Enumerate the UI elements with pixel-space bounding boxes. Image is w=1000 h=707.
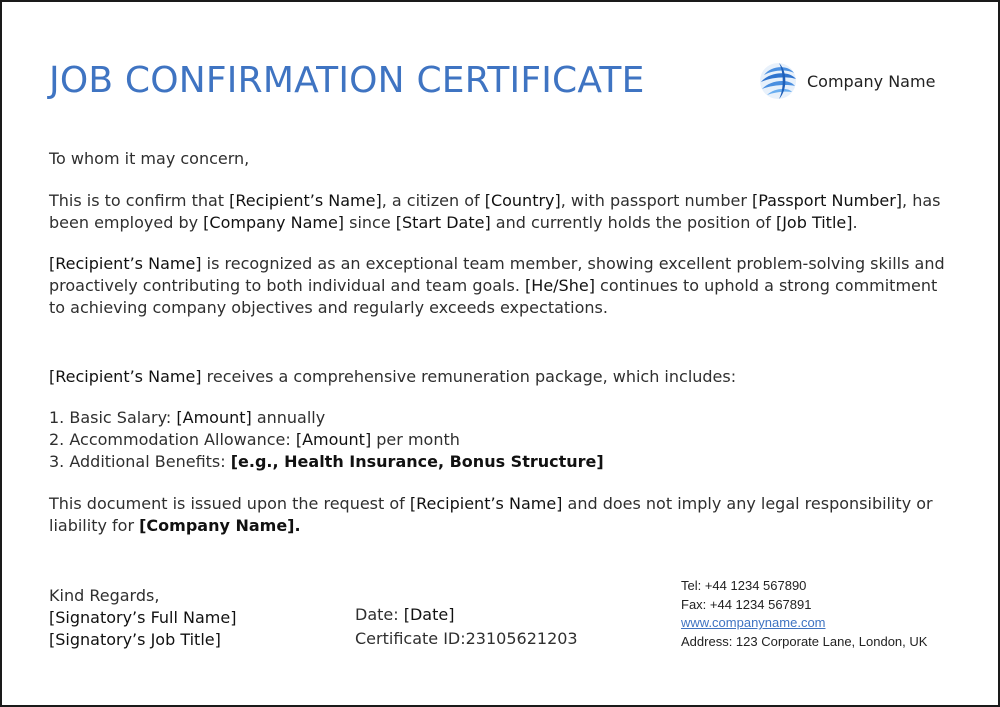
signatory-title-placeholder: [Signatory’s Job Title] [49, 630, 221, 649]
benefit-label: 3. Additional Benefits: [49, 452, 231, 471]
benefit-label: 2. Accommodation Allowance: [49, 430, 296, 449]
benefit-suffix: per month [371, 430, 460, 449]
amount-placeholder: [Amount] [295, 430, 372, 449]
signatory-name-placeholder: [Signatory’s Full Name] [49, 608, 237, 627]
text-segment: and currently holds the position of [490, 213, 776, 232]
fax-number: Fax: +44 1234 567891 [681, 596, 812, 612]
text-segment: since [344, 213, 396, 232]
website-link[interactable]: www.companyname.com [681, 615, 826, 630]
greeting: To whom it may concern, [49, 149, 250, 168]
text-segment: continues to uphold a strong commitment to achieving company objectives and regularly exceeds expectations. [49, 276, 938, 317]
text-segment: , has been employed by [49, 191, 941, 232]
address: Address: 123 Corporate Lane, London, UK [681, 633, 928, 649]
recipient-name-placeholder: [Recipient’s Name] [409, 494, 563, 513]
certificate-meta [355, 603, 578, 651]
date-placeholder: [Date] [403, 605, 455, 624]
page-title: JOB CONFIRMATION CERTIFICATE [49, 60, 645, 101]
passport-number-placeholder: [Passport Number] [752, 191, 903, 210]
recognition-paragraph [49, 253, 954, 319]
benefits-list [49, 407, 604, 473]
benefit-label: 1. Basic Salary: [49, 408, 177, 427]
pronoun-placeholder: [He/She] [525, 276, 595, 295]
company-logo [757, 60, 935, 102]
certificate-id: Certificate ID:23105621203 [355, 629, 578, 648]
text-segment: receives a comprehensive remuneration package, which includes: [201, 367, 737, 386]
confirmation-paragraph [49, 190, 954, 234]
disclaimer-paragraph [49, 493, 954, 537]
amount-placeholder: [Amount] [176, 408, 252, 427]
job-title-placeholder: [Job Title] [775, 213, 853, 232]
text-segment: , a citizen of [381, 191, 485, 210]
globe-swirl-logo-icon [757, 60, 799, 102]
benefit-suffix: annually [251, 408, 326, 427]
signature-block [49, 585, 236, 651]
date-line [355, 603, 578, 627]
list-item [49, 429, 604, 451]
text-segment: , with passport number [560, 191, 752, 210]
start-date-placeholder: [Start Date] [395, 213, 491, 232]
date-label: Date: [355, 605, 404, 624]
recipient-name-placeholder: [Recipient’s Name] [229, 191, 382, 210]
company-name: Company Name [807, 71, 936, 91]
text-segment: and does not imply any legal responsibility or liability for [49, 494, 933, 535]
recipient-name-placeholder: [Recipient’s Name] [49, 367, 202, 386]
phone-number: Tel: +44 1234 567890 [681, 578, 807, 593]
text-segment: . [852, 213, 858, 232]
benefits-placeholder: [e.g., Health Insurance, Bonus Structure] [230, 452, 604, 471]
company-name-placeholder: [Company Name] [203, 213, 345, 232]
list-item [49, 451, 604, 473]
remuneration-intro [49, 366, 954, 388]
list-item [49, 407, 604, 429]
country-placeholder: [Country] [484, 191, 561, 210]
text-segment: This document is issued upon the request of [49, 494, 410, 513]
text-segment: This is to confirm that [49, 191, 230, 210]
contact-block [681, 577, 927, 651]
company-name-placeholder: [Company Name]. [139, 516, 301, 535]
recipient-name-placeholder: [Recipient’s Name] [49, 254, 202, 273]
closing-text: Kind Regards, [49, 586, 160, 605]
text-segment: is recognized as an exceptional team member, showing excellent problem-solving skills and proactively contributing to both individual and team goals. [49, 254, 945, 295]
